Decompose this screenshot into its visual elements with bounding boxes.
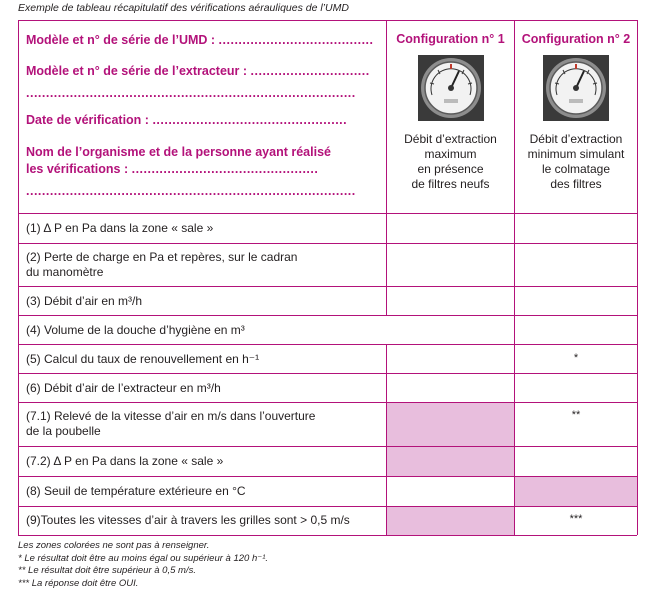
shaded-cell-9-config1 xyxy=(387,507,514,535)
config-1-desc-4: de filtres neufs xyxy=(411,177,490,191)
config-2-desc-3: le colmatage xyxy=(541,162,611,176)
field-umd-model: Modèle et n° de série de l’UMD : ....................................... xyxy=(26,33,374,47)
table-row-label: (2) Perte de charge en Pa et repères, sur le cadran du manomètre xyxy=(26,250,298,279)
table-row-label: (8) Seuil de température extérieure en °C xyxy=(26,484,246,498)
field-organisation-line1: Nom de l’organisme et de la personne ayant réalisé xyxy=(26,145,331,159)
table-row-label: (3) Débit d’air en m³/h xyxy=(26,294,143,308)
config-1-desc-3: en présence xyxy=(417,162,484,176)
footnote: Les zones colorées ne sont pas à renseigner. xyxy=(18,540,210,551)
config-2-desc-4: des filtres xyxy=(550,177,602,191)
table-row-label: (4) Volume de la douche d’hygiène en m³ xyxy=(26,323,245,337)
field-extractor-model: Modèle et n° de série de l’extracteur : .............................. xyxy=(26,64,370,78)
shaded-cell-8-config2 xyxy=(515,477,637,506)
field-organisation-line2: les vérifications : ............................................... xyxy=(26,162,319,176)
config-1-title: Configuration n° 1 xyxy=(396,32,505,46)
note-marker: ** xyxy=(571,409,581,421)
table-row-label: (7.2) Δ P en Pa dans la zone « sale » xyxy=(26,454,224,468)
table-row-label: (6) Débit d’air de l’extracteur en m³/h xyxy=(26,381,221,395)
table-row-label: (7.1) Relevé de la vitesse d’air en m/s dans l’ouverture de la poubelle xyxy=(26,409,316,438)
config-2-desc-2: minimum simulant xyxy=(527,147,625,161)
footnote: * Le résultat doit être au moins égal ou supérieur à 120 h⁻¹. xyxy=(18,552,269,564)
footnote: *** La réponse doit être OUI. xyxy=(18,577,139,589)
shaded-cell-7-2-config1 xyxy=(387,447,514,476)
field-organisation-line3: ................................................................................... xyxy=(26,184,356,198)
field-date: Date de vérification : ................................................. xyxy=(26,113,348,127)
config-1-desc-1: Débit d’extraction xyxy=(404,132,497,146)
config-2-desc-1: Débit d’extraction xyxy=(529,132,623,146)
config-1-desc-2: maximum xyxy=(424,147,477,161)
note-marker: *** xyxy=(569,513,583,525)
shaded-cell-7-1-config1 xyxy=(387,403,514,446)
field-extractor-model-line2: ................................................................................... xyxy=(26,86,356,100)
pressure-gauge-icon xyxy=(543,55,609,121)
pressure-gauge-icon xyxy=(418,55,484,121)
footnote: ** Le résultat doit être supérieur à 0,5 m/s. xyxy=(18,565,196,576)
table-caption: Exemple de tableau récapitulatif des vérifications aérauliques de l’UMD xyxy=(18,2,349,14)
table-row-label: (1) Δ P en Pa dans la zone « sale » xyxy=(26,221,214,235)
config-2-title: Configuration n° 2 xyxy=(521,32,631,46)
footnotes xyxy=(18,540,268,590)
table-row-label: (5) Calcul du taux de renouvellement en h⁻¹ xyxy=(26,352,260,366)
table-row-label: (9)Toutes les vitesses d’air à travers les grilles sont > 0,5 m/s xyxy=(26,513,350,527)
note-marker: * xyxy=(573,352,579,364)
